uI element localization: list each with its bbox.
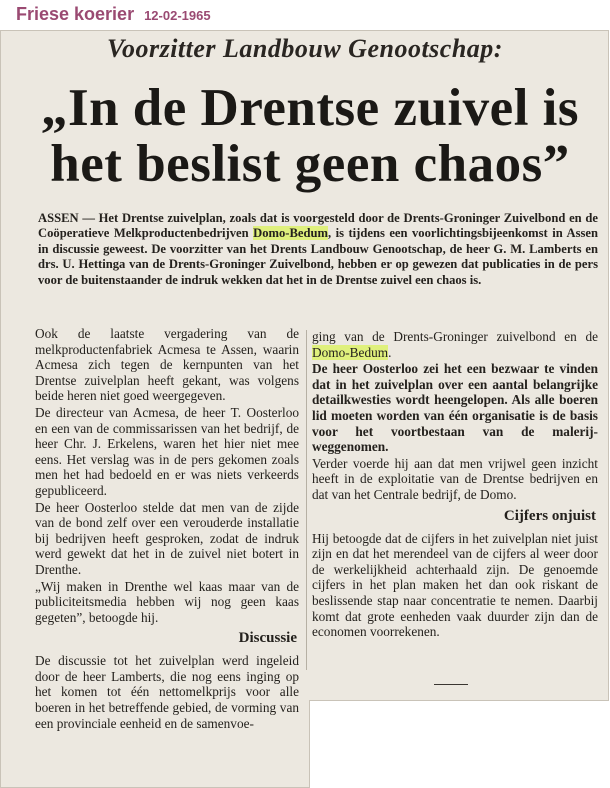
right-column	[312, 329, 598, 640]
clipping-header	[16, 4, 211, 30]
left-paragraph-5: De discussie tot het zuivelplan werd ingeleid door de heer Lamberts, die nog eens inging op het komen tot één nettomelkprijs voor alle boeren in het betreffende gebied, de vorming van een provinciale eenheid en de samenvoe-	[35, 653, 299, 731]
left-paragraph-4: „Wij maken in Drenthe wel kaas maar van de publiciteitsmedia hebben wij nog geen kaas gegeten”, betoogde hij.	[35, 578, 299, 625]
article-kicker: Voorzitter Landbouw Genootschap:	[107, 34, 503, 63]
left-paragraph-2: De directeur van Acmesa, de heer T. Oosterloo en een van de commissarissen van het bedrijf, de heer Chr. J. Erkelens, waren het hier niet mee eens. Het verslag was in de pers gekomen zoals men het had bedoeld en er was niets verkeerds gepubliceerd.	[35, 404, 299, 498]
column-divider	[306, 330, 307, 670]
right-paragraph-3: Verder voerde hij aan dat men vrijwel geen inzicht heeft in de exploitatie van de Drentse bedrijven en dat van het Centrale bedrijf, de Domo.	[312, 455, 598, 502]
subhead-cijfers-onjuist: Cijfers onjuist	[503, 507, 596, 524]
right-p1-text-2: .	[388, 344, 392, 360]
lead-text-1: ASSEN — Het Drentse zuivelplan, zoals dat is voorgesteld door de Drents-Groninger Zuivelbond en de Coöperatieve Melkproductenbedrijven	[38, 211, 598, 241]
lead-highlight: Domo-Bedum	[253, 226, 328, 241]
left-column	[35, 326, 299, 731]
article-lead	[38, 211, 598, 288]
publication-name: Friese koerier	[16, 4, 135, 24]
lead-text-2: , is tijdens een voorlichtingsbijeenkomst in Assen in discussie geweest. De voorzitter van het Drents Landbouw Genootschap, de heer G. M. Lamberts en drs. U. Hettinga van de Drents-Groninger Zuivelbond, hebben er op gewezen dat publicaties in de pers voor de buitenstaander de indruk wekken dat het in de Drentse zuivel een chaos is.	[38, 226, 598, 287]
headline-line-2: het beslist geen chaos”	[50, 135, 570, 193]
right-p1-text-1: ging van de Drents-Groninger zuivelbond en de	[312, 329, 598, 344]
right-paragraph-2: De heer Oosterloo zei het een bezwaar te vinden dat in het zuivelplan over een aantal belangrijke detailkwesties wordt heengelopen. Als alle boeren lid moeten worden van één organisatie is de basis voor het voortbestaan van de malerij-weggenomen.	[312, 361, 598, 455]
right-paragraph-4: Hij betoogde dat de cijfers in het zuivelplan niet juist zijn en dat het merendeel van de cijfers al weer door de werkelijkheid achterhaald zijn. De genoemde cijfers in het plan maken het dan ook riskant de beslissende stap naar concentratie te nemen. Daarbij komt dat grote eenheden vaak duurder zijn dan de economen voorrekenen.	[312, 530, 598, 640]
left-paragraph-3: De heer Oosterloo stelde dat men van de zijde van de bond zelf over een verouderde installatie bij bedrijven heeft gesproken, zodat de indruk werd gewekt dat het in de zuivel niet botert in Drenthe.	[35, 499, 299, 577]
right-paragraph-1	[312, 329, 598, 360]
article-end-rule	[434, 684, 468, 685]
article-headline	[30, 80, 590, 192]
subhead-discussie: Discussie	[238, 630, 297, 647]
publication-date: 12-02-1965	[144, 8, 211, 23]
headline-line-1: „In de Drentse zuivel is	[40, 79, 580, 137]
right-p1-highlight: Domo-Bedum	[312, 344, 389, 360]
left-paragraph-1: Ook de laatste vergadering van de melkproductenfabriek Acmesa te Assen, waarin Acmesa zich tegen de kernpunten van het Drentse zuivelplan heeft gekant, was volgens beide heren niet goed weergegeven.	[35, 326, 299, 404]
